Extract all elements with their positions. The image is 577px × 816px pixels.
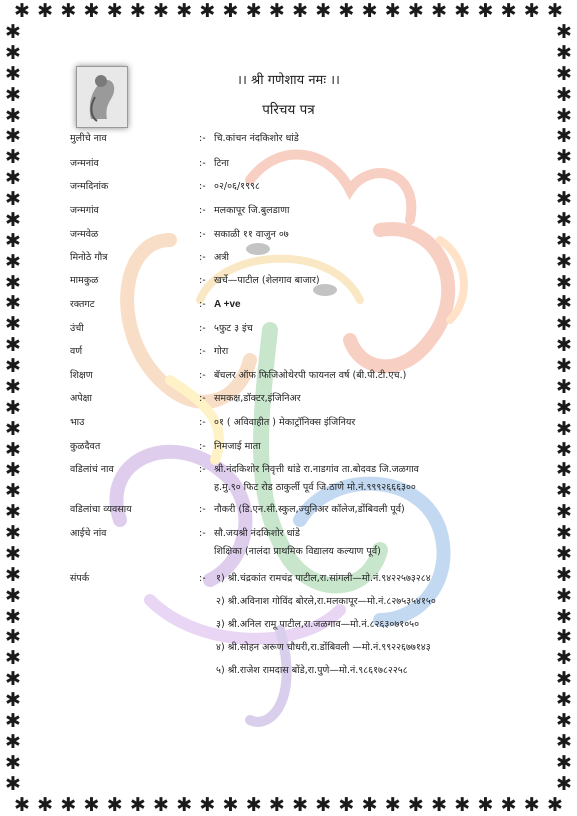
border-star-icon: ✱ — [5, 396, 21, 419]
border-star-icon: ✱ — [454, 0, 471, 22]
field-value: ०१ ( अविवाहीत ) मेकाट्रॉनिक्स इंजिनियर — [214, 417, 356, 428]
field-separator: :- — [199, 323, 206, 334]
border-star-icon: ✱ — [556, 125, 572, 148]
border-star-icon: ✱ — [5, 689, 21, 711]
border-star-icon: ✱ — [454, 794, 471, 816]
contact-item: २) श्री.अविनाश गोविंद बोरले,रा.मलकापूर—मो.नं.८२७५३५४१५० — [216, 596, 436, 607]
border-star-icon: ✱ — [5, 730, 21, 753]
border-star-icon: ✱ — [500, 794, 517, 816]
field-label: भाउ — [70, 417, 85, 428]
border-star-icon: ✱ — [5, 125, 21, 148]
field-label: रक्तगट — [70, 299, 95, 310]
border-star-icon: ✱ — [556, 730, 572, 753]
field-separator: :- — [199, 181, 206, 192]
border-star-icon: ✱ — [556, 438, 572, 461]
border-star-icon: ✱ — [5, 647, 21, 670]
border-star-icon: ✱ — [407, 0, 424, 22]
border-star-icon: ✱ — [5, 522, 21, 544]
border-star-icon: ✱ — [546, 794, 563, 816]
border-star-icon: ✱ — [556, 292, 572, 315]
border-star-icon: ✱ — [556, 605, 572, 628]
border-star-icon: ✱ — [556, 229, 572, 252]
border-star-icon: ✱ — [5, 375, 21, 398]
border-star-icon: ✱ — [431, 794, 448, 816]
border-star-icon: ✱ — [5, 668, 21, 691]
border-star-icon: ✱ — [556, 83, 572, 106]
border-star-icon: ✱ — [523, 0, 540, 22]
border-star-icon: ✱ — [60, 0, 77, 22]
field-separator: :- — [199, 205, 206, 216]
border-star-icon: ✱ — [5, 62, 21, 85]
border-star-icon: ✱ — [5, 292, 21, 315]
page-title: परिचय पत्र — [262, 102, 315, 118]
field-label: जन्मनांव — [70, 158, 99, 169]
border-star-icon: ✱ — [14, 0, 30, 22]
border-star-icon: ✱ — [546, 0, 563, 22]
contact-item: ३) श्री.अनिल रामू पाटील,रा.जळगाव—मो.नं.८२६३०७१०५० — [216, 619, 420, 630]
field-value: नौकरी (डि.एन.सी.स्कुल,ज्युनिअर कॉलेज,डोंबिवली पूर्व) — [214, 504, 405, 515]
field-separator: :- — [199, 158, 206, 169]
field-separator: :- — [199, 133, 206, 144]
border-star-icon: ✱ — [556, 208, 572, 231]
border-star-icon: ✱ — [556, 417, 572, 440]
field-label: मिनोठे गौत्र — [70, 252, 108, 263]
border-star-icon: ✱ — [5, 438, 21, 461]
border-star-icon: ✱ — [361, 0, 378, 22]
contact-item: ५) श्री.राजेश रामदास बोंडे,रा.पुणे—मो.नं.९८६१७८२२५८ — [216, 665, 408, 676]
field-value: निमजाई माता — [214, 441, 261, 452]
field-separator: :- — [199, 441, 206, 452]
field-label: मामकुळ — [70, 275, 99, 286]
field-value: सकाळी ११ वाजुन ०७ — [214, 229, 289, 240]
border-star-icon: ✱ — [37, 794, 54, 816]
border-star-icon: ✱ — [556, 104, 572, 127]
border-star-icon: ✱ — [5, 709, 21, 732]
border-star-icon: ✱ — [556, 584, 572, 607]
border-star-icon: ✱ — [5, 355, 21, 377]
border-star-icon: ✱ — [37, 0, 54, 22]
border-star-icon: ✱ — [292, 794, 308, 816]
field-value: ०२/०६/१९९८ — [214, 181, 260, 192]
border-star-icon: ✱ — [199, 0, 216, 22]
field-separator: :- — [199, 299, 206, 310]
border-star-icon: ✱ — [245, 794, 262, 816]
border-star-icon: ✱ — [556, 709, 572, 732]
border-star-icon: ✱ — [5, 104, 21, 127]
border-left — [2, 22, 24, 794]
border-star-icon: ✱ — [556, 480, 572, 503]
border-star-icon: ✱ — [500, 0, 517, 22]
border-star-icon: ✱ — [556, 188, 572, 210]
field-separator: :- — [199, 528, 206, 539]
border-star-icon: ✱ — [5, 459, 21, 482]
border-star-icon: ✱ — [60, 794, 77, 816]
border-star-icon: ✱ — [5, 208, 21, 231]
border-star-icon: ✱ — [5, 21, 21, 43]
field-separator: :- — [199, 464, 206, 475]
border-star-icon: ✱ — [5, 146, 21, 169]
border-star-icon: ✱ — [83, 794, 100, 816]
field-label: मुलीचे नाव — [70, 133, 107, 144]
border-star-icon: ✱ — [556, 167, 572, 190]
border-star-icon: ✱ — [384, 0, 401, 22]
border-star-icon: ✱ — [5, 542, 21, 565]
border-star-icon: ✱ — [5, 271, 21, 294]
border-star-icon: ✱ — [5, 41, 21, 64]
contact-item: १) श्री.चंद्रकांत रामचंद्र पाटील,रा.सांगली—मो.नं.९४२२५७३२८४ — [216, 573, 431, 584]
border-star-icon: ✱ — [5, 188, 21, 210]
field-value: श्री.नंदकिशोर निवृत्ती धांडे रा.नाडगांव ता.बोदवड जि.जळगाव — [214, 464, 419, 475]
border-star-icon: ✱ — [5, 584, 21, 607]
field-value: चि.कांचन नंदकिशोर धांडे — [214, 133, 299, 144]
border-star-icon: ✱ — [523, 794, 540, 816]
border-star-icon: ✱ — [556, 375, 572, 398]
border-star-icon: ✱ — [556, 563, 572, 586]
border-star-icon: ✱ — [556, 772, 572, 795]
field-label: जन्मवेळ — [70, 229, 99, 240]
border-star-icon: ✱ — [222, 794, 239, 816]
border-star-icon: ✱ — [5, 501, 21, 524]
field-value: ५फुट ३ इंच — [214, 323, 253, 334]
border-star-icon: ✱ — [106, 794, 123, 816]
border-star-icon: ✱ — [556, 250, 572, 273]
field-separator: :- — [199, 346, 206, 357]
border-star-icon: ✱ — [338, 794, 355, 816]
field-label: अपेक्षा — [70, 393, 92, 404]
contact-item: ४) श्री.सोहन अरूण चौधरी,रा.डोंबिवली —मो.नं.९९२२६७७१४३ — [216, 642, 431, 653]
field-value-continued: ह.मु.९० फिट रोड ठाकुर्ली पूर्व जि.ठाणे मो.नं.९९९२६६६३०० — [214, 482, 416, 493]
field-label: वडिलांचं नाव — [70, 464, 114, 475]
border-star-icon: ✱ — [556, 313, 572, 336]
contact-separator: :- — [199, 573, 206, 584]
field-separator: :- — [199, 252, 206, 263]
border-star-icon: ✱ — [176, 794, 193, 816]
border-star-icon: ✱ — [477, 794, 494, 816]
field-value: मलकापूर जि.बुलडाणा — [214, 205, 290, 216]
border-star-icon: ✱ — [153, 794, 169, 816]
field-label: वडिलांचा व्यवसाय — [70, 504, 132, 515]
border-star-icon: ✱ — [5, 563, 21, 586]
border-star-icon: ✱ — [5, 417, 21, 440]
border-star-icon: ✱ — [556, 542, 572, 565]
field-value: समकक्ष,डॉक्टर,इंजिनिअर — [214, 393, 301, 404]
border-star-icon: ✱ — [556, 668, 572, 691]
border-star-icon: ✱ — [5, 167, 21, 190]
field-value-continued: शिक्षिका (नालंदा प्राथमिक विद्यालय कल्याण पूर्व) — [214, 546, 381, 557]
border-star-icon: ✱ — [556, 271, 572, 294]
border-star-icon: ✱ — [292, 0, 308, 22]
border-star-icon: ✱ — [361, 794, 378, 816]
border-star-icon: ✱ — [556, 146, 572, 169]
border-star-icon: ✱ — [245, 0, 262, 22]
border-star-icon: ✱ — [5, 334, 21, 357]
border-star-icon: ✱ — [556, 501, 572, 524]
field-separator: :- — [199, 370, 206, 381]
border-star-icon: ✱ — [268, 0, 285, 22]
invocation-heading: ।। श्री गणेशाय नमः ।। — [237, 73, 340, 88]
field-label: कुळदैवत — [70, 441, 101, 452]
field-value: बॅचलर ऑफ फिजिओथेरपी फायनल वर्ष (बी.पी.टी.एच.) — [214, 370, 407, 381]
border-star-icon: ✱ — [407, 794, 424, 816]
field-value: टिना — [214, 158, 229, 169]
field-label: उंची — [70, 323, 84, 334]
border-star-icon: ✱ — [222, 0, 239, 22]
field-separator: :- — [199, 417, 206, 428]
border-star-icon: ✱ — [556, 62, 572, 85]
border-star-icon: ✱ — [556, 396, 572, 419]
border-star-icon: ✱ — [5, 250, 21, 273]
border-star-icon: ✱ — [556, 689, 572, 711]
field-value: खर्चे—पाटील (शेलगाव बाजार) — [214, 275, 320, 286]
border-star-icon: ✱ — [384, 794, 401, 816]
border-star-icon: ✱ — [129, 794, 146, 816]
field-label: आईचे नांव — [70, 528, 107, 539]
field-value: A +ve — [214, 299, 241, 310]
border-star-icon: ✱ — [199, 794, 216, 816]
border-star-icon: ✱ — [5, 772, 21, 795]
border-star-icon: ✱ — [315, 0, 332, 22]
field-separator: :- — [199, 504, 206, 515]
border-star-icon: ✱ — [153, 0, 169, 22]
border-star-icon: ✱ — [556, 459, 572, 482]
field-label: जन्मगांव — [70, 205, 99, 216]
border-star-icon: ✱ — [176, 0, 193, 22]
border-star-icon: ✱ — [556, 41, 572, 64]
field-label: शिक्षण — [70, 370, 93, 381]
border-star-icon: ✱ — [106, 0, 123, 22]
border-star-icon: ✱ — [556, 751, 572, 774]
border-star-icon: ✱ — [268, 794, 285, 816]
border-star-icon: ✱ — [5, 313, 21, 336]
field-separator: :- — [199, 393, 206, 404]
border-star-icon: ✱ — [556, 522, 572, 544]
border-star-icon: ✱ — [477, 0, 494, 22]
border-star-icon: ✱ — [315, 794, 332, 816]
border-star-icon: ✱ — [556, 355, 572, 377]
border-star-icon: ✱ — [338, 0, 355, 22]
border-star-icon: ✱ — [5, 751, 21, 774]
border-star-icon: ✱ — [5, 229, 21, 252]
border-star-icon: ✱ — [5, 480, 21, 503]
border-star-icon: ✱ — [5, 83, 21, 106]
border-star-icon: ✱ — [556, 21, 572, 43]
field-separator: :- — [199, 275, 206, 286]
field-separator: :- — [199, 229, 206, 240]
border-star-icon: ✱ — [5, 605, 21, 628]
field-label: वर्ण — [70, 346, 83, 357]
border-star-icon: ✱ — [431, 0, 448, 22]
contact-label: संपर्क — [70, 573, 90, 584]
border-star-icon: ✱ — [14, 794, 30, 816]
border-star-icon: ✱ — [556, 626, 572, 649]
border-star-icon: ✱ — [83, 0, 100, 22]
border-star-icon: ✱ — [5, 626, 21, 649]
border-right — [553, 22, 575, 794]
border-star-icon: ✱ — [129, 0, 146, 22]
field-value: गोरा — [214, 346, 229, 357]
field-value: सौ.जयश्री नंदकिशोर धांडे — [214, 528, 300, 539]
border-star-icon: ✱ — [556, 334, 572, 357]
border-star-icon: ✱ — [556, 647, 572, 670]
field-label: जन्मदिनांक — [70, 181, 109, 192]
border-top — [0, 0, 577, 22]
border-bottom — [0, 794, 577, 816]
field-value: अत्री — [214, 252, 229, 263]
